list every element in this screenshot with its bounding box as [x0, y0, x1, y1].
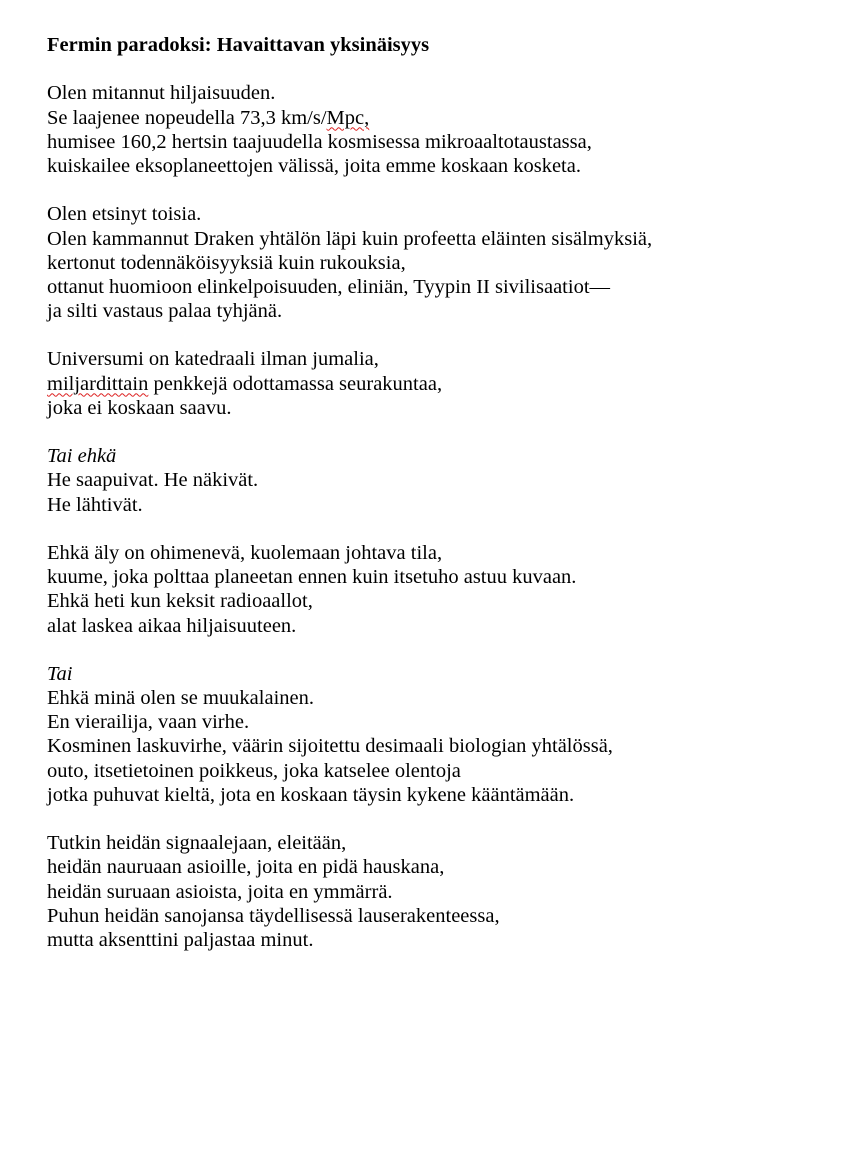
poem-line: ottanut huomioon elinkelpoisuuden, eliniän, Tyypin II sivilisaatiot—	[47, 275, 611, 298]
poem-line-text: Se laajenee nopeudella 73,3 km/s/	[47, 106, 327, 129]
poem-line: Ehkä minä olen se muukalainen.	[47, 687, 314, 710]
poem-line: Tutkin heidän signaalejaan, eleitään,	[47, 832, 347, 855]
poem-line: Universumi on katedraali ilman jumalia,	[47, 348, 379, 371]
poem-line: humisee 160,2 hertsin taajuudella kosmisessa mikroaaltotaustassa,	[47, 130, 592, 153]
poem-line: Olen kammannut Draken yhtälön läpi kuin profeetta eläinten sisälmyksiä,	[47, 227, 653, 250]
poem-line: Puhun heidän sanojansa täydellisessä lauserakenteessa,	[47, 904, 500, 927]
poem-line: Olen mitannut hiljaisuuden.	[47, 82, 276, 105]
poem-line: heidän suruaan asioista, joita en ymmärrä.	[47, 880, 393, 903]
poem-line: He saapuivat. He näkivät.	[47, 469, 259, 492]
poem-line: joka ei koskaan saavu.	[47, 396, 232, 419]
poem-line: Olen etsinyt toisia.	[47, 203, 202, 226]
poem-line: Kosminen laskuvirhe, väärin sijoitettu desimaali biologian yhtälössä,	[47, 735, 613, 758]
poem-line: mutta aksenttini paljastaa minut.	[47, 928, 314, 951]
poem-line-text: penkkejä odottamassa seurakuntaa,	[148, 372, 443, 395]
poem-line	[47, 372, 858, 396]
poem-line: Ehkä äly on ohimenevä, kuolemaan johtava tila,	[47, 541, 443, 564]
stanza-5	[47, 541, 858, 638]
poem-title: Fermin paradoksi: Havaittavan yksinäisyys	[47, 34, 430, 56]
poem-line: jotka puhuvat kieltä, jota en koskaan täysin kykene kääntämään.	[47, 783, 575, 806]
poem-line: En vierailija, vaan virhe.	[47, 711, 250, 734]
poem-line: He lähtivät.	[47, 493, 143, 516]
spellcheck-flagged-word[interactable]: Mpc,	[326, 106, 370, 129]
stanza-2	[47, 202, 858, 323]
stanza-1	[47, 81, 858, 178]
poem-line: outo, itsetietoinen poikkeus, joka katselee olentoja	[47, 759, 461, 782]
poem-line: alat laskea aikaa hiljaisuuteen.	[47, 614, 297, 637]
stanza-6	[47, 662, 858, 807]
spellcheck-flagged-word[interactable]: miljardittain	[47, 372, 149, 395]
stanza-7	[47, 831, 858, 952]
poem-line-italic: Tai	[47, 662, 73, 685]
stanza-4	[47, 444, 858, 517]
poem-line	[47, 106, 858, 130]
poem-line: kuiskailee eksoplaneettojen välissä, joita emme koskaan kosketa.	[47, 154, 581, 177]
poem-line: kertonut todennäköisyyksiä kuin rukouksia,	[47, 251, 406, 274]
poem-line-italic: Tai ehkä	[47, 445, 117, 468]
poem-line: ja silti vastaus palaa tyhjänä.	[47, 300, 283, 323]
poem-line: heidän nauruaan asioille, joita en pidä hauskana,	[47, 856, 445, 879]
poem-line: Ehkä heti kun keksit radioaallot,	[47, 590, 313, 613]
poem-line: kuume, joka polttaa planeetan ennen kuin itsetuho astuu kuvaan.	[47, 566, 577, 589]
stanza-3	[47, 347, 858, 420]
